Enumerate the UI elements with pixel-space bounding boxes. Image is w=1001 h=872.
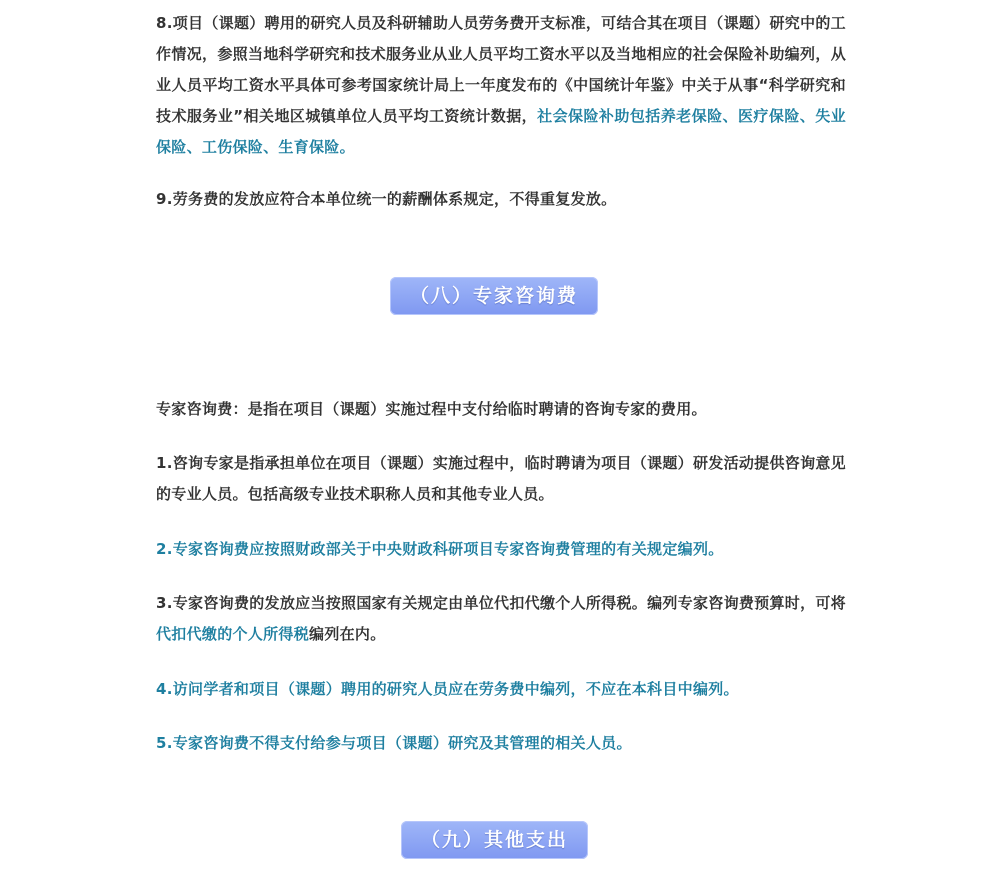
expert-item-3 [156, 588, 846, 650]
expert-item-4: 4.访问学者和项目（课题）聘用的研究人员应在劳务费中编列，不应在本科目中编列。 [156, 680, 739, 698]
expert-item-5: 5.专家咨询费不得支付给参与项目（课题）研究及其管理的相关人员。 [156, 734, 632, 752]
expert-fee-definition: 专家咨询费：是指在项目（课题）实施过程中支付给临时聘请的咨询专家的费用。 [156, 400, 707, 418]
expert-item-2: 2.专家咨询费应按照财政部关于中央财政科研项目专家咨询费管理的有关规定编列。 [156, 540, 724, 558]
section-heading-expert-fee: （八）专家咨询费 [390, 277, 598, 315]
expert-item-1: 1.咨询专家是指承担单位在项目（课题）实施过程中，临时聘请为项目（课题）研发活动提供咨询意见的专业人员。包括高级专业技术职称人员和其他专业人员。 [156, 454, 846, 503]
labor-item-8-text: 8.项目（课题）聘用的研究人员及科研辅助人员劳务费开支标准，可结合其在项目（课题）研究中的工作情况，参照当地科学研究和技术服务业从业人员平均工资水平以及当地相应的社会保险补助编列，从业人员平均工资水平具体可参考国家统计局上一年度发布的《中国统计年鉴》中关于从事“科学研究和技术服务业”相关地区城镇单位人员平均工资统计数据， [156, 14, 846, 125]
section-heading-other-expenses: （九）其他支出 [401, 821, 588, 859]
labor-item-9: 9.劳务费的发放应符合本单位统一的薪酬体系规定，不得重复发放。 [156, 190, 617, 208]
labor-item-8 [156, 8, 846, 163]
expert-item-3-text: 3.专家咨询费的发放应当按照国家有关规定由单位代扣代缴个人所得税。编列专家咨询费预算时，可将 [156, 594, 846, 612]
expert-item-3-highlight: 代扣代缴的个人所得税 [156, 625, 310, 643]
expert-item-3-tail: 编列在内。 [309, 625, 386, 643]
labor-item-8-highlight: 社会保险补助包括养老保险、医疗保险、失业保险、工伤保险、生育保险。 [156, 107, 846, 156]
